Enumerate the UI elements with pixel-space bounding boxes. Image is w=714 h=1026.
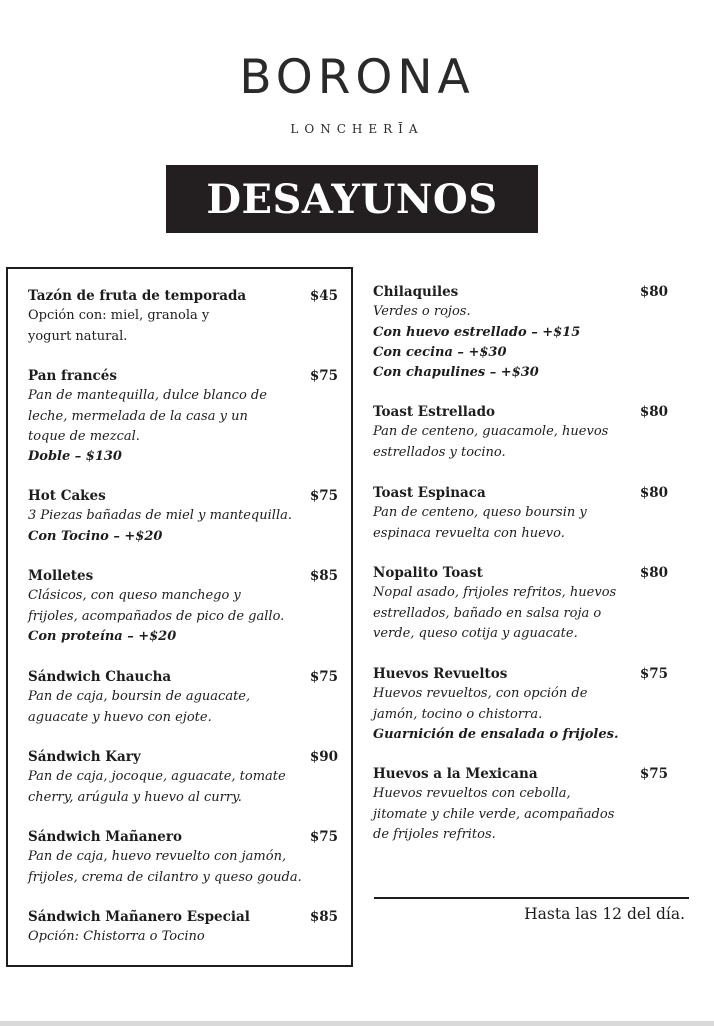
menu-item: [373, 664, 668, 745]
item-name: Huevos Revueltos: [373, 666, 508, 682]
item-name: Sándwich Mañanero Especial: [28, 909, 250, 925]
item-name: Toast Estrellado: [373, 404, 496, 420]
item-extra: Con Tocino – +$20: [28, 528, 163, 544]
item-desc-line: estrellados, bañado en salsa roja o: [373, 605, 602, 621]
item-desc-line: Huevos revueltos, con opción de: [373, 686, 588, 702]
item-desc-line: espinaca revuelta con huevo.: [373, 525, 565, 541]
item-desc-line: cherry, arúgula y huevo al curry.: [28, 789, 242, 805]
item-price: $80: [639, 404, 668, 420]
item-desc-line: Pan de caja, boursin de aguacate,: [28, 689, 251, 705]
item-desc-line: Pan de mantequilla, dulce blanco de: [28, 388, 267, 404]
menu-item: [373, 483, 668, 544]
item-desc-line: leche, mermelada de la casa y un: [28, 408, 248, 424]
page-bottom-edge: [0, 1021, 714, 1026]
item-price: $90: [309, 749, 338, 765]
item-price: $75: [309, 829, 338, 845]
item-extra: Doble – $130: [28, 449, 122, 465]
item-price: $80: [639, 284, 668, 300]
item-extra: Con cecina – +$30: [373, 344, 507, 360]
item-desc-line: yogurt natural.: [28, 328, 128, 344]
item-desc-line: Pan de centeno, queso boursin y: [373, 505, 587, 521]
section-title-banner: [166, 165, 538, 233]
left-menu-box: [6, 267, 353, 967]
item-price: $85: [309, 909, 338, 925]
item-desc-line: aguacate y huevo con ejote.: [28, 709, 212, 725]
item-desc-line: 3 Piezas bañadas de miel y mantequilla.: [28, 508, 292, 524]
item-extra: Opción: Chistorra o Tocino: [28, 929, 205, 945]
item-desc-line: Opción con: miel, granola y: [28, 308, 210, 324]
item-price: $75: [639, 666, 668, 682]
item-price: $75: [639, 766, 668, 782]
item-name: Sándwich Kary: [28, 749, 141, 765]
item-price: $75: [309, 488, 338, 504]
menu-item: [28, 366, 338, 467]
item-desc-line: Clásicos, con queso manchego y: [28, 588, 241, 604]
divider-rule: [374, 897, 689, 899]
item-price: $80: [639, 565, 668, 581]
item-price: $80: [639, 485, 668, 501]
item-desc-line: Verdes o rojos.: [373, 304, 471, 320]
menu-item: [373, 563, 668, 644]
item-extra: Con huevo estrellado – +$15: [373, 324, 581, 340]
item-price: $85: [309, 568, 338, 584]
menu-item: [28, 747, 338, 808]
menu-item: [373, 402, 668, 463]
item-name: Pan francés: [28, 368, 117, 384]
menu-item: [28, 667, 338, 728]
item-desc-line: Nopal asado, frijoles refritos, huevos: [373, 585, 617, 601]
item-name: Toast Espinaca: [373, 485, 486, 501]
menu-item: [28, 486, 338, 547]
item-name: Molletes: [28, 568, 94, 584]
item-name: Sándwich Mañanero: [28, 829, 183, 845]
section-title: DESAYUNOS: [206, 175, 498, 223]
menu-item: [28, 907, 338, 948]
menu-item: [373, 764, 668, 845]
item-desc-line: toque de mezcal.: [28, 428, 140, 444]
item-desc-line: Huevos revueltos con cebolla,: [373, 786, 571, 802]
item-name: Huevos a la Mexicana: [373, 766, 538, 782]
item-desc-line: frijoles, acompañados de pico de gallo.: [28, 608, 285, 624]
item-name: Nopalito Toast: [373, 565, 483, 581]
item-desc-line: de frijoles refritos.: [373, 826, 496, 842]
item-name: Hot Cakes: [28, 488, 106, 504]
item-extra: Con chapulines – +$30: [373, 365, 539, 381]
item-desc-line: Pan de caja, huevo revuelto con jamón,: [28, 849, 287, 865]
item-desc-line: verde, queso cotija y aguacate.: [373, 625, 578, 641]
item-desc-line: frijoles, crema de cilantro y queso gouda.: [28, 869, 302, 885]
item-name: Sándwich Chaucha: [28, 669, 172, 685]
menu-item: [28, 827, 338, 888]
item-desc-line: jamón, tocino o chistorra.: [373, 706, 543, 722]
menu-item: [373, 282, 668, 383]
item-price: $75: [309, 669, 338, 685]
item-price: $75: [309, 368, 338, 384]
item-extra: Con proteína – +$20: [28, 628, 177, 644]
item-price: $45: [309, 288, 338, 304]
item-desc-line: Pan de caja, jocoque, aguacate, tomate: [28, 769, 286, 785]
item-name: Tazón de fruta de temporada: [28, 288, 247, 304]
item-extra: Guarnición de ensalada o frijoles.: [373, 726, 619, 742]
menu-item: [28, 566, 338, 647]
item-desc-line: estrellados y tocino.: [373, 444, 506, 460]
brand-logo: BORONA: [239, 50, 475, 105]
service-hours: Hasta las 12 del día.: [524, 905, 685, 923]
item-desc-line: jitomate y chile verde, acompañados: [373, 806, 615, 822]
item-desc-line: Pan de centeno, guacamole, huevos: [373, 424, 609, 440]
brand-subtitle: LONCHERĪA: [290, 122, 424, 136]
menu-item: [28, 286, 338, 347]
item-name: Chilaquiles: [373, 284, 459, 300]
